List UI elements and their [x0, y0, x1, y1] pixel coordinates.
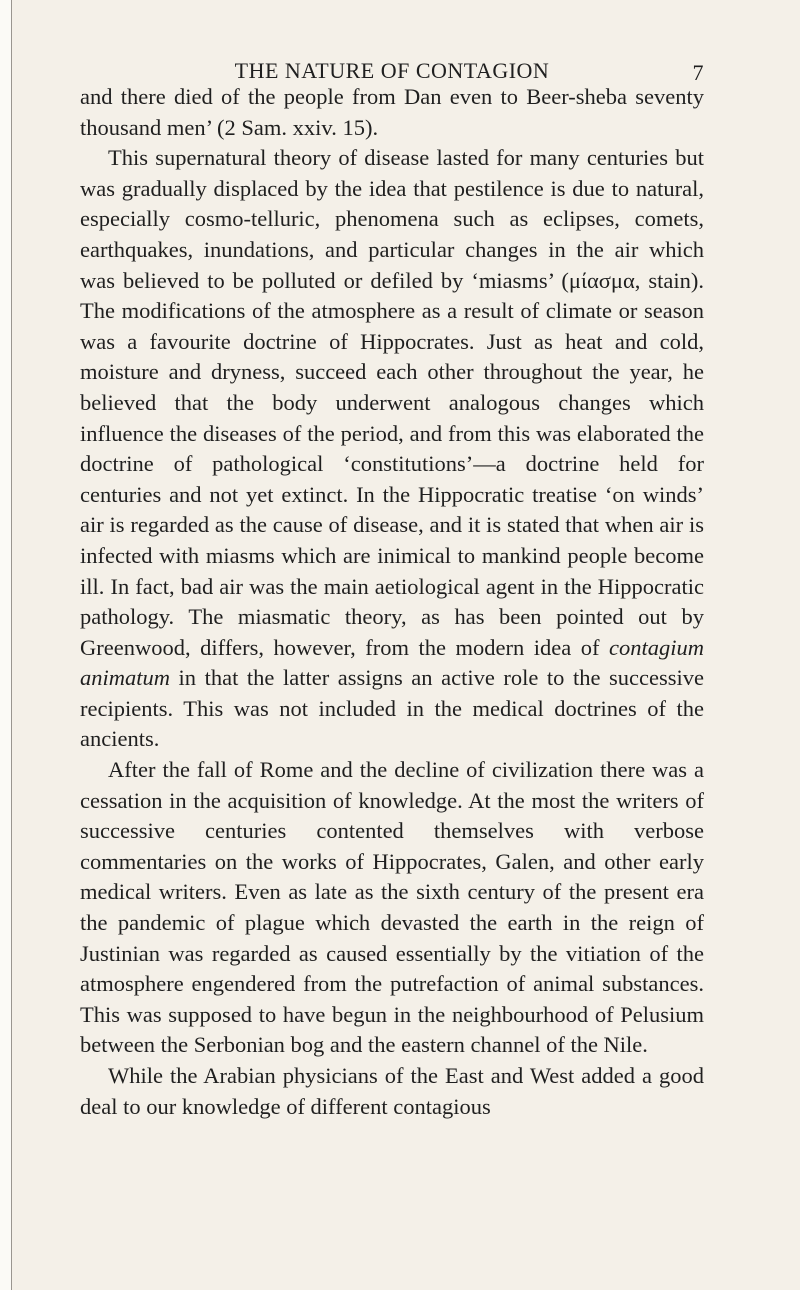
paragraph-text: This supernatural theory of disease lasted for many centuries but was gradually displaced by the idea that pestilence is due to natural, especially cosmo-telluric, phenomena such as eclipses, comets, earthquakes, inundations, and particular changes in the air which was believed to be polluted or defiled by ‘miasms’ (μίασμα, stain). The modifications of the atmosphere as a result of climate or season was a favourite doctrine of Hippocrates. Just as heat and cold, moisture and dryness, succeed each other throughout the year, he believed that the body underwent analogous changes which influence the diseases of the period, and from this was elaborated the doctrine of pathological ‘constitutions’—a doctrine held for centuries and not yet extinct. In the Hippocratic treatise ‘on winds’ air is regarded as the cause of disease, and it is stated that when air is infected with miasms which are inimical to mankind people become ill. In fact, bad air was the main aetiological agent in the Hippocratic pathology. The miasmatic theory, as has been pointed out by Greenwood, differs, however, from the modern idea of: [80, 145, 704, 660]
page-number: 7: [692, 60, 704, 85]
paragraph: [80, 755, 704, 1061]
paragraph-text: After the fall of Rome and the decline of civilization there was a cessation in the acquisition of knowledge. At the most the writers of successive centuries contented themselves with verbose commentaries on the works of Hippocrates, Galen, and other early medical writers. Even as late as the sixth century of the present era the pandemic of plague which devasted the earth in the reign of Justinian was regarded as caused essentially by the vitiation of the atmosphere engendered from the putrefaction of animal substances. This was supposed to have begun in the neighbourhood of Pelusium between the Serbonian bog and the eastern channel of the Nile.: [80, 757, 704, 1058]
paragraph: [80, 1061, 704, 1122]
running-head-title: THE NATURE OF CONTAGION: [234, 58, 550, 83]
paragraph-text: While the Arabian physicians of the East and West added a good deal to our knowledge of different contagious: [80, 1063, 704, 1119]
paragraph-text: and there died of the people from Dan even to Beer-sheba seventy thousand men’ (2 Sam. xxiv. 15).: [80, 84, 704, 140]
paragraph: [80, 82, 704, 143]
paragraph: [80, 143, 704, 755]
body-text: [80, 82, 704, 1122]
paragraph-text: in that the latter assigns an active role to the successive recipients. This was not included in the medical doctrines of the ancients.: [80, 665, 704, 752]
italic-term: contagium animatum: [80, 634, 704, 691]
page-edge: [0, 0, 12, 1290]
